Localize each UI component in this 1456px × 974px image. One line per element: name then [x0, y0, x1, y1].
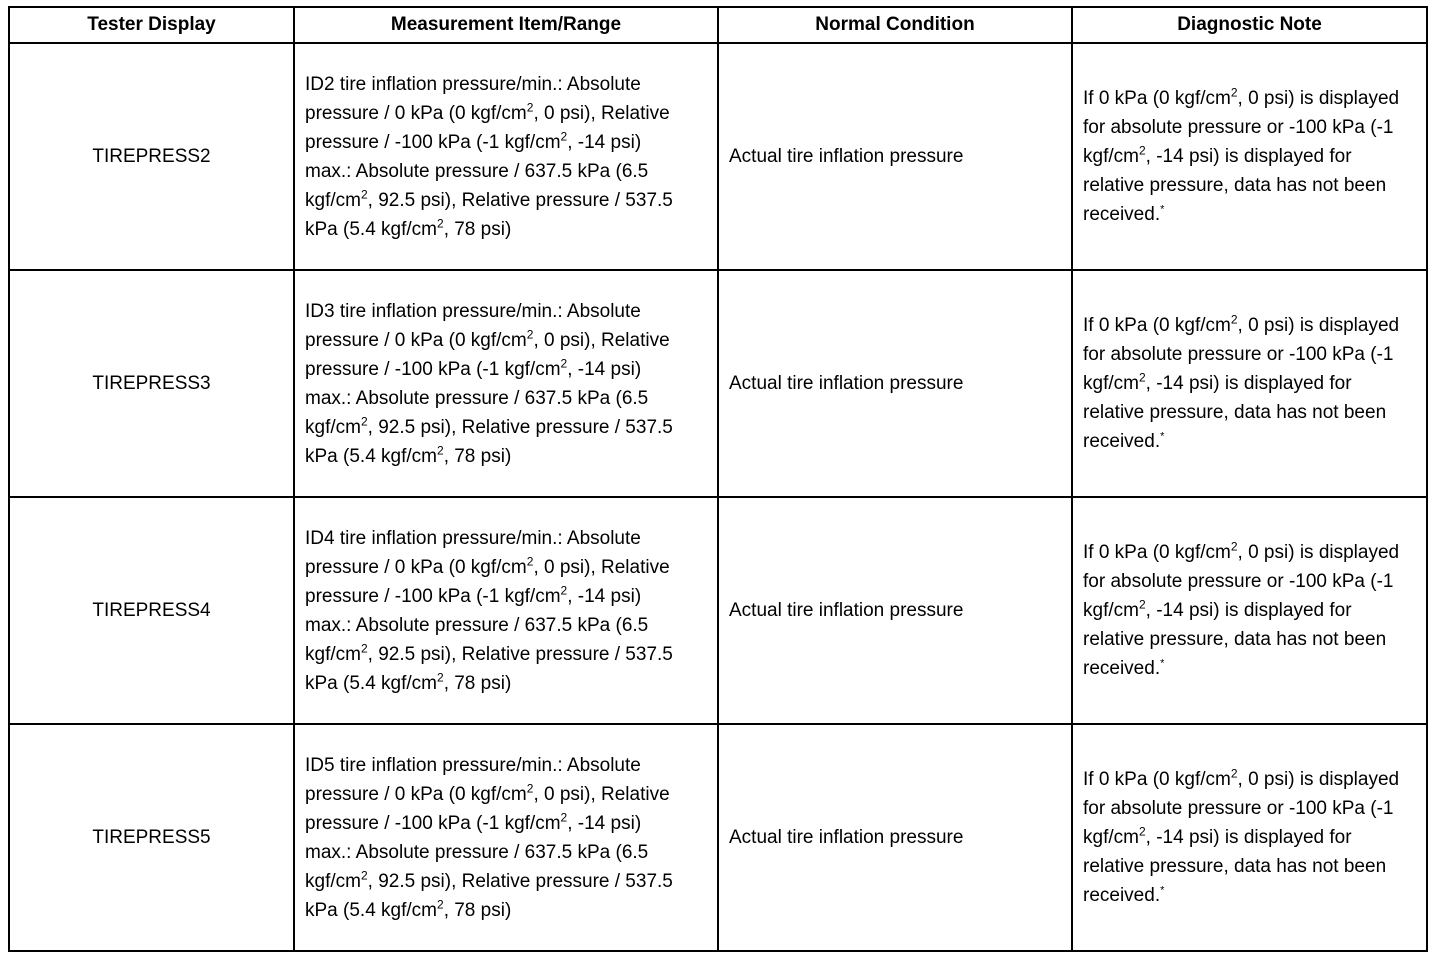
- superscript: 2: [560, 129, 568, 144]
- superscript: 2: [1230, 85, 1238, 100]
- note-text: , -14 psi) is displayed for relative pressure, data has not been received.: [1083, 827, 1387, 906]
- superscript: 2: [560, 810, 568, 825]
- measurement-text: , 78 psi): [443, 218, 512, 240]
- superscript: 2: [360, 414, 368, 429]
- superscript: 2: [437, 897, 444, 912]
- measurement-text: ID4 tire inflation pressure/min.: Absolute pressure / 0 kPa (0 kgf/cm: [305, 527, 641, 578]
- tester-display-cell: TIREPRESS4: [9, 497, 294, 724]
- note-text: , 0 psi) is displayed for absolute pressure or -100 kPa (-1 kgf/cm: [1083, 315, 1400, 394]
- normal-condition-cell: Actual tire inflation pressure: [718, 724, 1072, 951]
- note-text: If 0 kPa (0 kgf/cm: [1083, 315, 1231, 336]
- header-normal-condition: Normal Condition: [718, 7, 1072, 43]
- measurement-text: , 92.5 psi), Relative pressure / 537.5 kPa (5.4 kgf/cm: [305, 416, 673, 467]
- table-row: [9, 270, 1427, 497]
- diagnostic-note-cell: [1072, 43, 1427, 270]
- measurement-text: , 92.5 psi), Relative pressure / 537.5 kPa (5.4 kgf/cm: [305, 643, 673, 694]
- diagnostic-note-cell: [1072, 724, 1427, 951]
- footnote-marker: *: [1160, 430, 1165, 443]
- normal-condition-cell: Actual tire inflation pressure: [718, 497, 1072, 724]
- measurement-text: , -14 psi): [567, 131, 642, 153]
- note-text: , 0 psi) is displayed for absolute pressure or -100 kPa (-1 kgf/cm: [1083, 88, 1400, 167]
- measurement-text: , -14 psi): [567, 585, 642, 607]
- measurement-text: max.: Absolute pressure / 637.5 kPa (6.5 kgf/cm: [305, 387, 649, 438]
- measurement-text: , 78 psi): [443, 672, 512, 694]
- header-row: [9, 7, 1427, 43]
- diagnostic-note-cell: [1072, 270, 1427, 497]
- superscript: 2: [526, 554, 534, 569]
- note-text: , -14 psi) is displayed for relative pressure, data has not been received.: [1083, 373, 1387, 452]
- note-text: , -14 psi) is displayed for relative pressure, data has not been received.: [1083, 146, 1387, 225]
- superscript: 2: [560, 356, 568, 371]
- superscript: 2: [1138, 143, 1146, 158]
- tester-display-cell: TIREPRESS5: [9, 724, 294, 951]
- superscript: 2: [1230, 539, 1238, 554]
- measurement-cell: [294, 270, 718, 497]
- measurement-text: , 0 psi), Relative pressure / -100 kPa (-1 kgf/cm: [305, 329, 670, 380]
- measurement-text: , -14 psi): [567, 812, 642, 834]
- superscript: 2: [560, 583, 568, 598]
- measurement-text: , 0 psi), Relative pressure / -100 kPa (-1 kgf/cm: [305, 102, 670, 153]
- measurement-text: max.: Absolute pressure / 637.5 kPa (6.5 kgf/cm: [305, 841, 649, 892]
- data-table: [8, 6, 1428, 952]
- table-row: [9, 43, 1427, 270]
- tester-display-cell: TIREPRESS3: [9, 270, 294, 497]
- table-row: [9, 497, 1427, 724]
- measurement-cell: [294, 724, 718, 951]
- superscript: 2: [360, 187, 368, 202]
- superscript: 2: [1138, 597, 1146, 612]
- diagnostic-note-cell: [1072, 497, 1427, 724]
- header-diagnostic-note: Diagnostic Note: [1072, 7, 1427, 43]
- superscript: 2: [437, 216, 444, 231]
- measurement-cell: [294, 497, 718, 724]
- superscript: 2: [1230, 766, 1238, 781]
- table-row: [9, 724, 1427, 951]
- measurement-cell: [294, 43, 718, 270]
- footnote-marker: *: [1160, 203, 1165, 216]
- measurement-text: , 92.5 psi), Relative pressure / 537.5 kPa (5.4 kgf/cm: [305, 870, 673, 921]
- superscript: 2: [1138, 370, 1146, 385]
- footnote-marker: *: [1160, 884, 1165, 897]
- superscript: 2: [437, 443, 444, 458]
- note-text: If 0 kPa (0 kgf/cm: [1083, 542, 1231, 563]
- measurement-text: max.: Absolute pressure / 637.5 kPa (6.5 kgf/cm: [305, 160, 649, 211]
- measurement-text: ID3 tire inflation pressure/min.: Absolute pressure / 0 kPa (0 kgf/cm: [305, 300, 641, 351]
- measurement-text: , 78 psi): [443, 899, 512, 921]
- superscript: 2: [526, 100, 534, 115]
- superscript: 2: [437, 670, 444, 685]
- note-text: , -14 psi) is displayed for relative pressure, data has not been received.: [1083, 600, 1387, 679]
- measurement-text: ID2 tire inflation pressure/min.: Absolute pressure / 0 kPa (0 kgf/cm: [305, 73, 641, 124]
- superscript: 2: [526, 781, 534, 796]
- note-text: If 0 kPa (0 kgf/cm: [1083, 769, 1231, 790]
- measurement-text: , 0 psi), Relative pressure / -100 kPa (-1 kgf/cm: [305, 783, 670, 834]
- note-text: , 0 psi) is displayed for absolute pressure or -100 kPa (-1 kgf/cm: [1083, 542, 1400, 621]
- superscript: 2: [1230, 312, 1238, 327]
- header-measurement-item: Measurement Item/Range: [294, 7, 718, 43]
- footnote-marker: *: [1160, 657, 1165, 670]
- measurement-text: , 78 psi): [443, 445, 512, 467]
- measurement-text: , 92.5 psi), Relative pressure / 537.5 kPa (5.4 kgf/cm: [305, 189, 673, 240]
- superscript: 2: [1138, 824, 1146, 839]
- tester-display-cell: TIREPRESS2: [9, 43, 294, 270]
- superscript: 2: [360, 868, 368, 883]
- note-text: If 0 kPa (0 kgf/cm: [1083, 88, 1231, 109]
- measurement-text: max.: Absolute pressure / 637.5 kPa (6.5 kgf/cm: [305, 614, 649, 665]
- measurement-text: , -14 psi): [567, 358, 642, 380]
- superscript: 2: [360, 641, 368, 656]
- superscript: 2: [526, 327, 534, 342]
- normal-condition-cell: Actual tire inflation pressure: [718, 43, 1072, 270]
- measurement-text: , 0 psi), Relative pressure / -100 kPa (-1 kgf/cm: [305, 556, 670, 607]
- header-tester-display: Tester Display: [9, 7, 294, 43]
- note-text: , 0 psi) is displayed for absolute pressure or -100 kPa (-1 kgf/cm: [1083, 769, 1400, 848]
- normal-condition-cell: Actual tire inflation pressure: [718, 270, 1072, 497]
- measurement-text: ID5 tire inflation pressure/min.: Absolute pressure / 0 kPa (0 kgf/cm: [305, 754, 641, 805]
